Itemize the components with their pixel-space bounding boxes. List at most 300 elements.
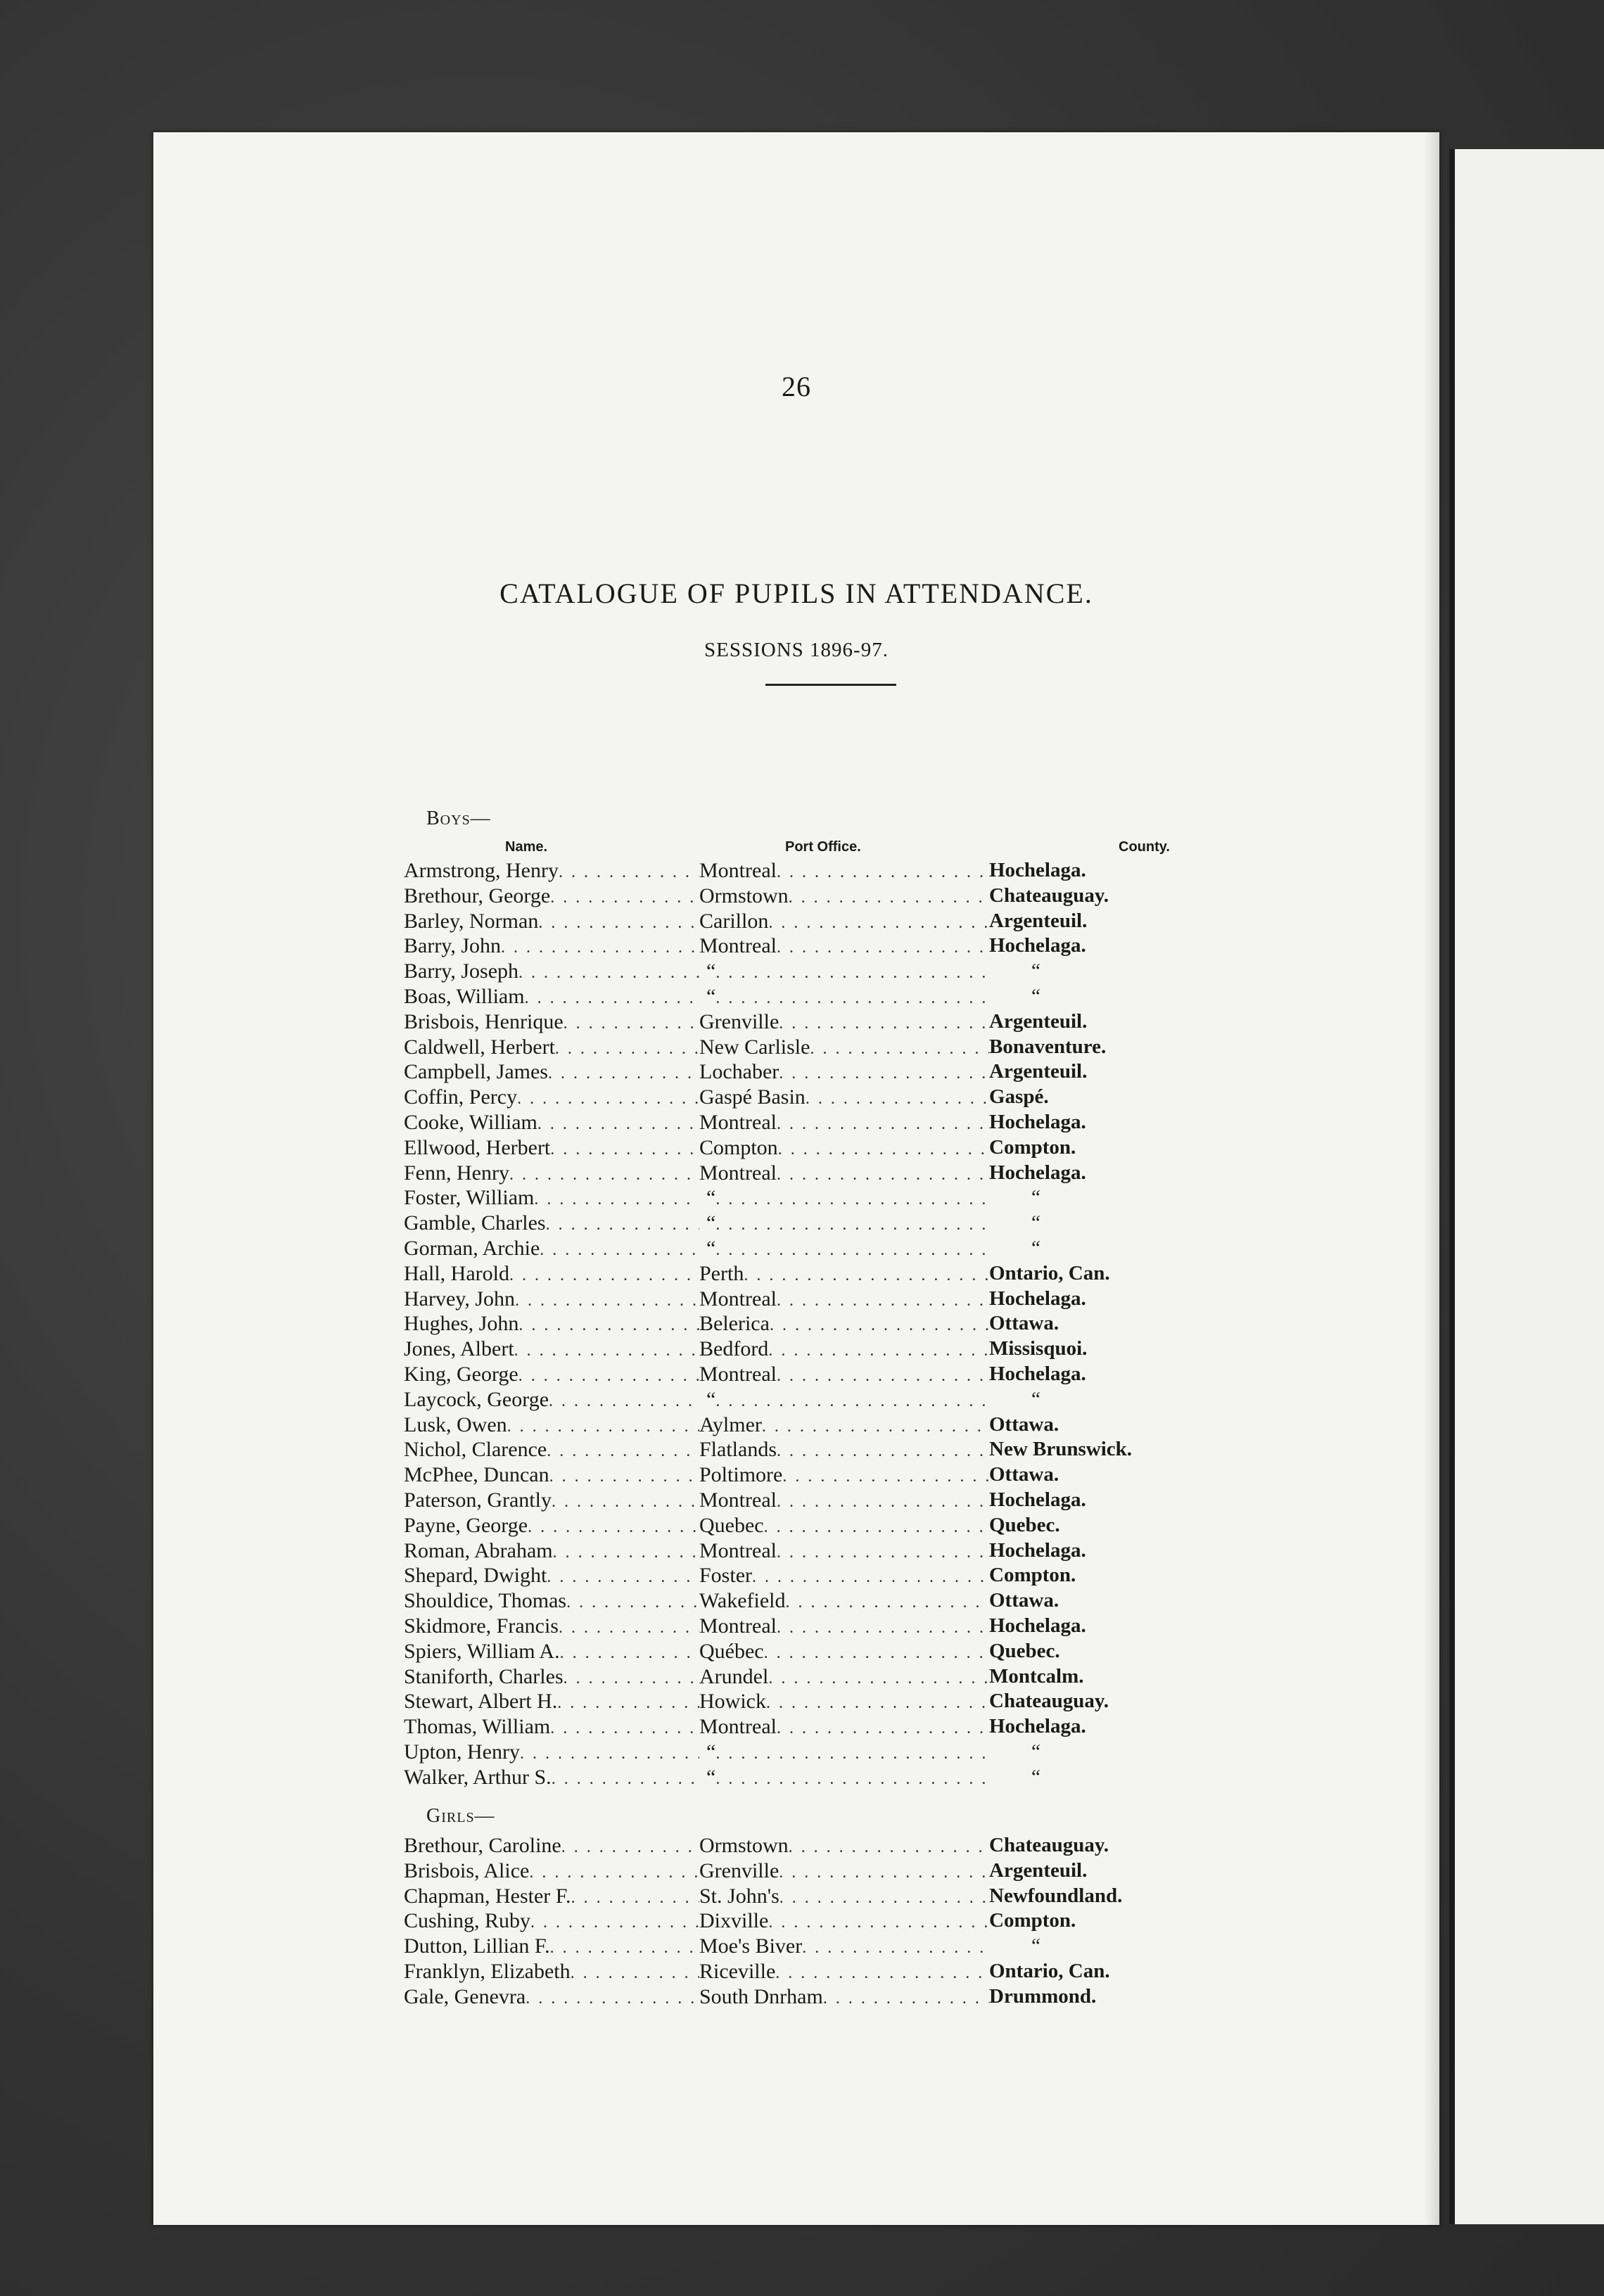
dot-leader	[509, 1163, 699, 1186]
pupil-post-office-cell	[699, 1337, 989, 1362]
pupil-name-cell	[404, 1059, 699, 1085]
pupil-county-cell	[989, 1588, 1200, 1614]
pupil-name: Shouldice, Thomas	[404, 1589, 567, 1613]
pupil-post-office: Foster	[699, 1564, 752, 1588]
pupil-post-office: Wakefield	[699, 1589, 786, 1613]
pupil-name: Gale, Genevra	[404, 1984, 526, 2008]
pupil-post-office-cell	[699, 1639, 989, 1664]
pupil-post-office-cell	[699, 1261, 989, 1287]
pupil-row	[404, 984, 1389, 1009]
pupil-name: Payne, George	[404, 1513, 528, 1537]
page-number: 26	[782, 371, 811, 402]
dot-leader	[550, 886, 699, 909]
pupil-name-cell	[404, 858, 699, 884]
pupil-county: Drummond.	[989, 1984, 1097, 2008]
dot-leader	[537, 1112, 699, 1135]
pupil-county-cell	[989, 1009, 1200, 1035]
dot-leader	[768, 1911, 989, 1934]
pupil-post-office: Gaspé Basin	[699, 1085, 806, 1109]
pupil-post-office-cell	[699, 909, 989, 934]
pupil-county-cell	[989, 1387, 1200, 1412]
pupil-county: Ottawa.	[989, 1312, 1059, 1335]
pupil-row	[404, 1085, 1389, 1110]
dot-leader	[770, 1313, 989, 1337]
pupil-county: Chateauguay.	[989, 1690, 1109, 1713]
pupil-county: Missisquoi.	[989, 1337, 1088, 1360]
pupil-row	[404, 1437, 1389, 1462]
pupil-post-office: Montreal	[699, 1538, 777, 1562]
pupil-name: Barry, John	[404, 934, 502, 958]
pupil-row	[404, 1959, 1389, 1984]
dot-leader	[766, 1691, 989, 1714]
dot-leader	[555, 1037, 699, 1060]
pupil-post-office: Howick	[699, 1690, 766, 1714]
dot-leader	[520, 1742, 699, 1765]
pupil-county: Chateauguay.	[989, 1834, 1109, 1856]
pupil-county: Hochelaga.	[989, 1488, 1086, 1511]
pupil-post-office: “	[706, 984, 716, 1008]
pupil-county-cell	[989, 1337, 1200, 1362]
pupil-county-cell	[989, 1035, 1200, 1060]
dot-leader	[552, 1490, 699, 1513]
column-header-post-office: Port Office.	[785, 839, 861, 855]
pupil-name-cell	[404, 959, 699, 984]
pupil-name: Nichol, Clarence	[404, 1438, 547, 1462]
pupil-name-cell	[404, 1639, 699, 1664]
pupil-name-cell	[404, 1035, 699, 1060]
pupil-county-cell	[989, 1934, 1200, 1959]
pupil-row	[404, 1639, 1389, 1664]
pupil-post-office: Montreal	[699, 1110, 777, 1134]
pupil-name-cell	[404, 1161, 699, 1186]
dot-leader	[777, 1541, 989, 1564]
pupil-county: New Brunswick.	[989, 1438, 1133, 1461]
pupil-county-cell	[989, 909, 1200, 934]
pupil-county: Hochelaga.	[989, 1110, 1086, 1133]
pupil-row	[404, 1614, 1389, 1639]
pupil-post-office-cell	[699, 1765, 989, 1790]
pupil-post-office-cell	[699, 1035, 989, 1060]
pupil-county-cell	[989, 884, 1200, 909]
pupil-row	[404, 1185, 1389, 1211]
pupil-county: Hochelaga.	[989, 1538, 1086, 1562]
pupil-county-cell	[989, 1714, 1200, 1740]
pupil-name: Dutton, Lillian F.	[404, 1934, 550, 1958]
dot-leader	[518, 1364, 699, 1387]
pupil-county-cell	[989, 1563, 1200, 1588]
dot-leader	[777, 1364, 989, 1387]
dot-leader	[778, 1137, 989, 1161]
pupil-county: “	[1031, 984, 1040, 1007]
dot-leader	[764, 1641, 989, 1664]
pupil-row	[404, 1984, 1389, 2010]
pupil-county: Newfoundland.	[989, 1884, 1123, 1907]
pupil-post-office-cell	[699, 1959, 989, 1984]
pupil-row	[404, 1035, 1389, 1060]
pupil-post-office-cell	[699, 1462, 989, 1488]
pupil-county: Bonaventure.	[989, 1035, 1107, 1058]
pupil-post-office: Riceville	[699, 1959, 776, 1983]
dot-leader	[514, 1339, 699, 1362]
pupil-county: Quebec.	[989, 1513, 1060, 1536]
pupil-row	[404, 1412, 1389, 1438]
pupil-name: Paterson, Grantly	[404, 1488, 552, 1512]
pupil-name-cell	[404, 1588, 699, 1614]
pupil-post-office-cell	[699, 1488, 989, 1513]
pupil-county: “	[1031, 1211, 1040, 1235]
pupil-name-cell	[404, 1110, 699, 1135]
pupil-county-cell	[989, 1858, 1200, 1884]
pupil-row	[404, 858, 1389, 884]
pupil-post-office-cell	[699, 1437, 989, 1462]
dot-leader	[768, 1666, 989, 1690]
dot-leader	[789, 1835, 989, 1858]
pupil-post-office-cell	[699, 1563, 989, 1588]
pupil-name-cell	[404, 1185, 699, 1211]
pupil-post-office-cell	[699, 1387, 989, 1412]
pupil-name-cell	[404, 1513, 699, 1538]
pupil-post-office-cell	[699, 1664, 989, 1690]
pupil-post-office-cell	[699, 1362, 989, 1387]
pupil-name-cell	[404, 1959, 699, 1984]
dot-leader	[715, 1389, 989, 1412]
pupil-county: Ottawa.	[989, 1589, 1059, 1612]
pupil-post-office-cell	[699, 1009, 989, 1035]
pupil-post-office: Arundel	[699, 1664, 769, 1688]
dot-leader	[515, 1289, 699, 1312]
pupil-row	[404, 1362, 1389, 1387]
pupil-post-office: Compton	[699, 1135, 778, 1159]
pupil-name: Hall, Harold	[404, 1261, 509, 1285]
pupil-name: Campbell, James	[404, 1060, 548, 1084]
dot-leader	[777, 860, 989, 884]
pupil-row	[404, 1765, 1389, 1790]
pupil-name-cell	[404, 1462, 699, 1488]
pupil-county-cell	[989, 1689, 1200, 1714]
dot-leader	[548, 1061, 699, 1085]
pupil-name-cell	[404, 1689, 699, 1714]
pupil-post-office-cell	[699, 1714, 989, 1740]
pupil-post-office-cell	[699, 1858, 989, 1884]
pupil-post-office-cell	[699, 933, 989, 959]
pupil-row	[404, 1110, 1389, 1135]
dot-leader	[777, 1163, 989, 1186]
pupil-post-office: Flatlands	[699, 1438, 777, 1462]
pupil-post-office-cell	[699, 1211, 989, 1236]
pupil-post-office-cell	[699, 1185, 989, 1211]
pupil-county: Ontario, Can.	[989, 1959, 1110, 1982]
dot-leader	[777, 1112, 989, 1135]
pupil-post-office-cell	[699, 1412, 989, 1438]
pupil-county-cell	[989, 1513, 1200, 1538]
pupil-county: Ottawa.	[989, 1412, 1059, 1436]
pupil-post-office: Aylmer	[699, 1412, 762, 1436]
pupil-county-cell	[989, 1085, 1200, 1110]
pupil-county-cell	[989, 1614, 1200, 1639]
dot-leader	[715, 1767, 989, 1790]
pupil-county: Argenteuil.	[989, 1858, 1088, 1882]
dot-leader	[552, 1767, 699, 1790]
dot-leader	[540, 1238, 699, 1261]
pupil-name: Lusk, Owen	[404, 1412, 507, 1436]
pupil-name-cell	[404, 1884, 699, 1909]
pupil-post-office: Montreal	[699, 934, 777, 958]
pupil-county-cell	[989, 933, 1200, 959]
dot-leader	[762, 1415, 989, 1438]
pupil-name: Gamble, Charles	[404, 1211, 546, 1235]
pupil-name: Armstrong, Henry	[404, 859, 559, 882]
pupil-county: “	[1031, 1765, 1040, 1788]
pupil-name: McPhee, Duncan	[404, 1463, 549, 1487]
dot-leader	[547, 1565, 699, 1588]
pupil-name: Chapman, Hester F.	[404, 1884, 571, 1908]
pupil-county-cell	[989, 1959, 1200, 1984]
pupil-county: “	[1031, 1740, 1040, 1763]
pupil-post-office: Montreal	[699, 1488, 777, 1512]
pupil-row	[404, 1538, 1389, 1564]
pupil-name: Spiers, William A.	[404, 1639, 560, 1663]
dot-leader	[715, 1238, 989, 1261]
pupil-name-cell	[404, 1714, 699, 1740]
pupil-post-office-cell	[699, 1161, 989, 1186]
pupil-name: King, George	[404, 1362, 518, 1386]
pupil-county: Compton.	[989, 1564, 1076, 1587]
pupil-post-office: Montreal	[699, 1161, 777, 1185]
pupil-name: Hughes, John	[404, 1312, 519, 1336]
dot-leader	[564, 1012, 699, 1035]
pupil-post-office: Montreal	[699, 1362, 777, 1386]
pupil-name: Brethour, Caroline	[404, 1834, 561, 1857]
pupil-name: Staniforth, Charles	[404, 1664, 564, 1688]
dot-leader	[518, 961, 699, 984]
pupil-name-cell	[404, 909, 699, 934]
dot-leader	[550, 1716, 699, 1740]
pupil-county: “	[1031, 959, 1040, 983]
pupil-name: Brisbois, Henrique	[404, 1009, 564, 1033]
pupil-name: Upton, Henry	[404, 1740, 520, 1764]
dot-leader	[518, 1313, 699, 1337]
pupil-county-cell	[989, 1664, 1200, 1690]
pupil-name: Brisbois, Alice	[404, 1858, 530, 1882]
dot-leader	[560, 1641, 699, 1664]
page-title: CATALOGUE OF PUPILS IN ATTENDANCE.	[499, 578, 1093, 609]
pupil-row	[404, 1740, 1389, 1765]
pupil-post-office-cell	[699, 1588, 989, 1614]
pupil-name: Cushing, Ruby	[404, 1909, 531, 1933]
dot-leader	[553, 1541, 699, 1564]
pupil-row	[404, 1563, 1389, 1588]
pupil-county-cell	[989, 1287, 1200, 1312]
dot-leader	[768, 1339, 989, 1362]
pupil-name: Harvey, John	[404, 1287, 516, 1310]
dot-leader	[823, 1986, 989, 2010]
pupil-row	[404, 1287, 1389, 1312]
pupil-post-office: “	[706, 1186, 716, 1210]
pupil-county-cell	[989, 1161, 1200, 1186]
title-divider	[765, 684, 896, 686]
dot-leader	[509, 1263, 699, 1287]
dot-leader	[777, 1716, 989, 1740]
pupil-county-cell	[989, 1311, 1200, 1337]
pupil-post-office-cell	[699, 858, 989, 884]
dot-leader	[538, 911, 699, 934]
dot-leader	[547, 1439, 699, 1462]
pupil-row	[404, 933, 1389, 959]
pupil-post-office: Montreal	[699, 1614, 777, 1638]
pupil-county: Montcalm.	[989, 1664, 1084, 1688]
pupil-name: Cooke, William	[404, 1110, 537, 1134]
pupil-county-cell	[989, 1984, 1200, 2010]
dot-leader	[764, 1515, 989, 1538]
pupil-post-office: Lochaber	[699, 1060, 779, 1084]
pupil-county: Hochelaga.	[989, 1715, 1086, 1738]
pupil-post-office: St. John's	[699, 1884, 779, 1908]
pupil-county-cell	[989, 1412, 1200, 1438]
pupil-name-cell	[404, 1362, 699, 1387]
pupil-post-office: Ormstown	[699, 1834, 789, 1857]
pupil-name-cell	[404, 984, 699, 1009]
pupil-name-cell	[404, 933, 699, 959]
pupil-county: Hochelaga.	[989, 1161, 1086, 1184]
pupil-row	[404, 1588, 1389, 1614]
pupil-county: “	[1031, 1236, 1040, 1259]
pupil-county-cell	[989, 1185, 1200, 1211]
pupil-post-office: Grenville	[699, 1009, 779, 1033]
dot-leader	[715, 1187, 989, 1211]
pupil-post-office-cell	[699, 1689, 989, 1714]
dot-leader	[571, 1961, 699, 1984]
pupil-name: Skidmore, Francis	[404, 1614, 559, 1638]
pupil-name-cell	[404, 1858, 699, 1884]
pupil-row	[404, 1161, 1389, 1186]
pupil-row	[404, 1908, 1389, 1934]
pupil-county: Argenteuil.	[989, 1009, 1088, 1033]
dot-leader	[777, 1439, 989, 1462]
dot-leader	[715, 1742, 989, 1765]
pupil-post-office-cell	[699, 1059, 989, 1085]
pupil-post-office-cell	[699, 1538, 989, 1564]
pupil-row	[404, 1513, 1389, 1538]
dot-leader	[549, 1465, 699, 1488]
pupil-county: Hochelaga.	[989, 1362, 1086, 1385]
pupil-name-cell	[404, 1412, 699, 1438]
pupil-post-office-cell	[699, 1884, 989, 1909]
dot-leader	[779, 1012, 989, 1035]
pupil-name-cell	[404, 1488, 699, 1513]
pupil-name: Thomas, William	[404, 1715, 551, 1739]
column-header-county: County.	[1119, 839, 1170, 855]
pupil-county-cell	[989, 1059, 1200, 1085]
pupil-county: Hochelaga.	[989, 1614, 1086, 1637]
pupil-name-cell	[404, 1563, 699, 1588]
pupil-name-cell	[404, 1387, 699, 1412]
pupil-row	[404, 1261, 1389, 1287]
pupil-name-cell	[404, 1337, 699, 1362]
pupil-name: Stewart, Albert H.	[404, 1690, 558, 1714]
pupil-post-office: Montreal	[699, 1715, 777, 1739]
dot-leader	[528, 1515, 699, 1538]
pupil-name: Roman, Abraham	[404, 1538, 553, 1562]
pupil-post-office-cell	[699, 1908, 989, 1934]
pupil-county: “	[1031, 1186, 1040, 1209]
pupil-post-office: Québec	[699, 1639, 764, 1663]
pupil-post-office: Montreal	[699, 1287, 777, 1310]
pupil-row	[404, 1488, 1389, 1513]
pupil-county: Hochelaga.	[989, 859, 1086, 881]
pupil-post-office-cell	[699, 1833, 989, 1858]
pupil-post-office: “	[706, 1387, 716, 1411]
dot-leader	[546, 1213, 699, 1236]
pupil-row	[404, 1387, 1389, 1412]
dot-leader	[561, 1835, 699, 1858]
dot-leader	[571, 1886, 699, 1909]
dot-leader	[557, 1691, 699, 1714]
boys-section-label: Boys—	[426, 808, 491, 829]
pupil-county-cell	[989, 1538, 1200, 1564]
dot-leader	[779, 1886, 989, 1909]
pupil-row	[404, 1236, 1389, 1261]
dot-leader	[550, 1137, 699, 1161]
pupil-name: Shepard, Dwight	[404, 1564, 547, 1588]
pupil-county-cell	[989, 1362, 1200, 1387]
pupil-name: Laycock, George	[404, 1387, 549, 1411]
pupil-name: Foster, William	[404, 1186, 535, 1210]
pupil-post-office: New Carlisle	[699, 1035, 810, 1059]
pupil-row	[404, 884, 1389, 909]
pupil-name-cell	[404, 1538, 699, 1564]
pupil-county: Hochelaga.	[989, 934, 1086, 957]
pupil-county-cell	[989, 1740, 1200, 1765]
pupil-post-office: Montreal	[699, 859, 777, 882]
dot-leader	[775, 1961, 989, 1984]
pupil-post-office-cell	[699, 959, 989, 984]
dot-leader	[507, 1415, 699, 1438]
pupil-name: Brethour, George	[404, 884, 551, 907]
pupil-post-office-cell	[699, 1085, 989, 1110]
pupil-county-cell	[989, 1639, 1200, 1664]
pupil-name-cell	[404, 1236, 699, 1261]
pupil-post-office-cell	[699, 1110, 989, 1135]
pupil-post-office-cell	[699, 1984, 989, 2010]
pupil-row	[404, 1009, 1389, 1035]
pupil-name-cell	[404, 1085, 699, 1110]
pupil-name: Fenn, Henry	[404, 1161, 509, 1185]
pupil-name: Boas, William	[404, 984, 525, 1008]
pupil-name-cell	[404, 1740, 699, 1765]
dot-leader	[564, 1666, 699, 1690]
pupil-name: Caldwell, Herbert	[404, 1035, 555, 1059]
pupil-row	[404, 1337, 1389, 1362]
pupil-name: Ellwood, Herbert	[404, 1135, 551, 1159]
pupil-post-office: “	[706, 1740, 716, 1764]
pupil-name-cell	[404, 1311, 699, 1337]
pupil-county-cell	[989, 1211, 1200, 1236]
pupil-post-office-cell	[699, 1513, 989, 1538]
dot-leader	[715, 1213, 989, 1236]
pupil-row	[404, 1689, 1389, 1714]
pupil-row	[404, 1059, 1389, 1085]
pupil-name-cell	[404, 1009, 699, 1035]
pupil-name: Gorman, Archie	[404, 1236, 540, 1260]
pupil-county-cell	[989, 984, 1200, 1009]
page-subtitle: SESSIONS 1896-97.	[704, 639, 889, 661]
pupil-name: Barley, Norman	[404, 909, 539, 933]
dot-leader	[810, 1037, 989, 1060]
pupil-post-office: Quebec	[699, 1513, 764, 1537]
pupil-county-cell	[989, 858, 1200, 884]
pupil-name-cell	[404, 1664, 699, 1690]
pupil-post-office: Carillon	[699, 909, 769, 933]
